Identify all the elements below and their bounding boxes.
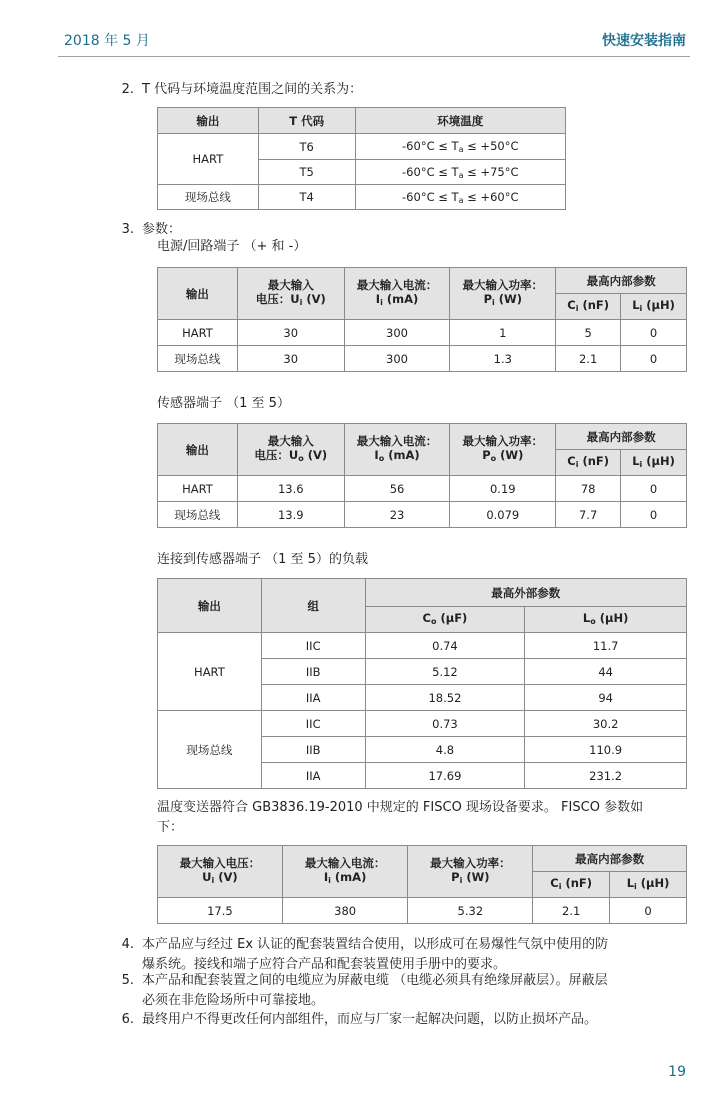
header-output: 输出 [158, 424, 238, 476]
sensor-terminal-table [157, 423, 687, 528]
header-max-voltage: 最大输入 电压：$U_o$ (V) [237, 424, 344, 476]
current-cell: 56 [344, 476, 450, 502]
header-divider [58, 56, 690, 57]
group-cell: IIB [261, 737, 365, 763]
fisco-paragraph-line1: 温度变送器符合 GB3836.19-2010 中规定的 FISCO 现场设备要求。 FISCO 参数如 [157, 800, 644, 815]
current-cell: 300 [344, 320, 450, 346]
output-cell: HART [158, 476, 238, 502]
lo-cell: 94 [525, 685, 687, 711]
header-internal-params: 最高内部参数 [556, 268, 687, 294]
header-max-current: 最大输入电流： $I_i$ (mA) [344, 268, 450, 320]
temp-range-cell: $-60^\circ C \le T_a \le +60^\circ C$ [355, 185, 565, 210]
list-number: 3. [121, 222, 134, 237]
header-max-power: 最大输入功率： $P_i$ (W) [450, 268, 556, 320]
header-output: 输出 [158, 579, 262, 633]
voltage-cell: 30 [237, 346, 344, 372]
li-cell: 0 [621, 502, 687, 528]
list-number: 6. [121, 1012, 134, 1027]
power-cell: 1.3 [450, 346, 556, 372]
temp-range-cell: $-60^\circ C \le T_a \le +75^\circ C$ [355, 160, 565, 185]
output-cell: HART [158, 320, 238, 346]
ci-cell: 7.7 [556, 502, 621, 528]
co-cell: 0.73 [365, 711, 525, 737]
current-cell: 300 [344, 346, 450, 372]
header-li: $L_i$ (μH) [610, 872, 687, 898]
voltage-cell: 13.6 [237, 476, 344, 502]
header-internal-params: 最高内部参数 [556, 424, 687, 450]
header-output: 输出 [158, 108, 259, 134]
lo-cell: 110.9 [525, 737, 687, 763]
fisco-paragraph-line2: 下： [157, 820, 184, 835]
list-text-line2: 必须在非危险场所中可靠接地。 [142, 993, 325, 1008]
header-ci: $C_i$ (nF) [556, 450, 621, 476]
co-cell: 0.74 [365, 633, 525, 659]
fisco-params-table [157, 845, 687, 924]
section-sensor-terminals: 传感器端子 （1 至 5） [157, 396, 290, 411]
li-cell: 0 [621, 320, 687, 346]
group-cell: IIC [261, 711, 365, 737]
voltage-cell: 17.5 [158, 898, 283, 924]
list-number: 5. [121, 973, 134, 988]
header-max-current: 最大输入电流： $I_o$ (mA) [344, 424, 450, 476]
external-params-table [157, 578, 687, 789]
t-code-cell: T6 [258, 134, 355, 160]
header-max-power: 最大输入功率： $P_i$ (W) [408, 846, 533, 898]
co-cell: 17.69 [365, 763, 525, 789]
section-power-terminals: 电源/回路端子 （+ 和 -） [157, 239, 307, 254]
temp-range-cell: $-60^\circ C \le T_a \le +50^\circ C$ [355, 134, 565, 160]
current-cell: 23 [344, 502, 450, 528]
ci-cell: 78 [556, 476, 621, 502]
list-text: T 代码与环境温度范围之间的关系为： [142, 82, 363, 97]
t-code-table [157, 107, 566, 210]
lo-cell: 11.7 [525, 633, 687, 659]
header-max-voltage: 最大输入 电压：$U_i$ (V) [237, 268, 344, 320]
t-code-cell: T4 [258, 185, 355, 210]
power-cell: 0.079 [450, 502, 556, 528]
output-fieldbus: 现场总线 [158, 185, 259, 210]
output-cell: 现场总线 [158, 346, 238, 372]
ci-cell: 2.1 [533, 898, 610, 924]
group-cell: IIA [261, 685, 365, 711]
output-hart: HART [158, 633, 262, 711]
lo-cell: 231.2 [525, 763, 687, 789]
list-text-line1: 本产品应与经过 Ex 认证的配套装置结合使用，以形成可在易爆性气氛中使用的防 [142, 937, 609, 952]
voltage-cell: 13.9 [237, 502, 344, 528]
header-max-voltage: 最大输入电压： $U_i$ (V) [158, 846, 283, 898]
group-cell: IIB [261, 659, 365, 685]
t-code-cell: T5 [258, 160, 355, 185]
header-lo: $L_o$ (μH) [525, 607, 687, 633]
current-cell: 380 [282, 898, 408, 924]
list-number: 4. [121, 937, 134, 952]
power-cell: 0.19 [450, 476, 556, 502]
lo-cell: 44 [525, 659, 687, 685]
list-text-line2: 爆系统。接线和端子应符合产品和配套装置使用手册中的要求。 [142, 957, 507, 972]
header-internal-params: 最高内部参数 [533, 846, 687, 872]
header-ambient-temp: 环境温度 [355, 108, 565, 134]
group-cell: IIA [261, 763, 365, 789]
header-ci: $C_i$ (nF) [556, 294, 621, 320]
li-cell: 0 [621, 476, 687, 502]
co-cell: 5.12 [365, 659, 525, 685]
li-cell: 0 [610, 898, 687, 924]
list-text-line1: 本产品和配套装置之间的电缆应为屏蔽电缆 （电缆必须具有绝缘屏蔽层）。屏蔽层 [142, 973, 608, 988]
co-cell: 18.52 [365, 685, 525, 711]
header-li: $L_i$ (μH) [621, 294, 687, 320]
output-cell: 现场总线 [158, 502, 238, 528]
header-external-params: 最高外部参数 [365, 579, 686, 607]
header-output: 输出 [158, 268, 238, 320]
section-sensor-load: 连接到传感器端子 （1 至 5）的负载 [157, 552, 368, 567]
co-cell: 4.8 [365, 737, 525, 763]
header-co: $C_o$ (μF) [365, 607, 525, 633]
header-group: 组 [261, 579, 365, 633]
list-number: 2. [121, 82, 134, 97]
header-max-current: 最大输入电流： $I_i$ (mA) [282, 846, 408, 898]
header-max-power: 最大输入功率： $P_o$ (W) [450, 424, 556, 476]
list-text: 参数： [142, 222, 182, 237]
output-fieldbus: 现场总线 [158, 711, 262, 789]
ci-cell: 5 [556, 320, 621, 346]
header-ci: $C_i$ (nF) [533, 872, 610, 898]
power-terminal-table [157, 267, 687, 372]
header-t-code: T 代码 [258, 108, 355, 134]
header-date: 2018 年 5 月 [64, 33, 150, 49]
group-cell: IIC [261, 633, 365, 659]
voltage-cell: 30 [237, 320, 344, 346]
header-li: $L_i$ (μH) [621, 450, 687, 476]
ci-cell: 2.1 [556, 346, 621, 372]
list-text-line1: 最终用户不得更改任何内部组件，而应与厂家一起解决问题，以防止损坏产品。 [142, 1012, 598, 1027]
power-cell: 5.32 [408, 898, 533, 924]
output-hart: HART [158, 134, 259, 185]
power-cell: 1 [450, 320, 556, 346]
page-number: 19 [668, 1064, 686, 1080]
li-cell: 0 [621, 346, 687, 372]
lo-cell: 30.2 [525, 711, 687, 737]
header-title: 快速安装指南 [602, 33, 686, 49]
